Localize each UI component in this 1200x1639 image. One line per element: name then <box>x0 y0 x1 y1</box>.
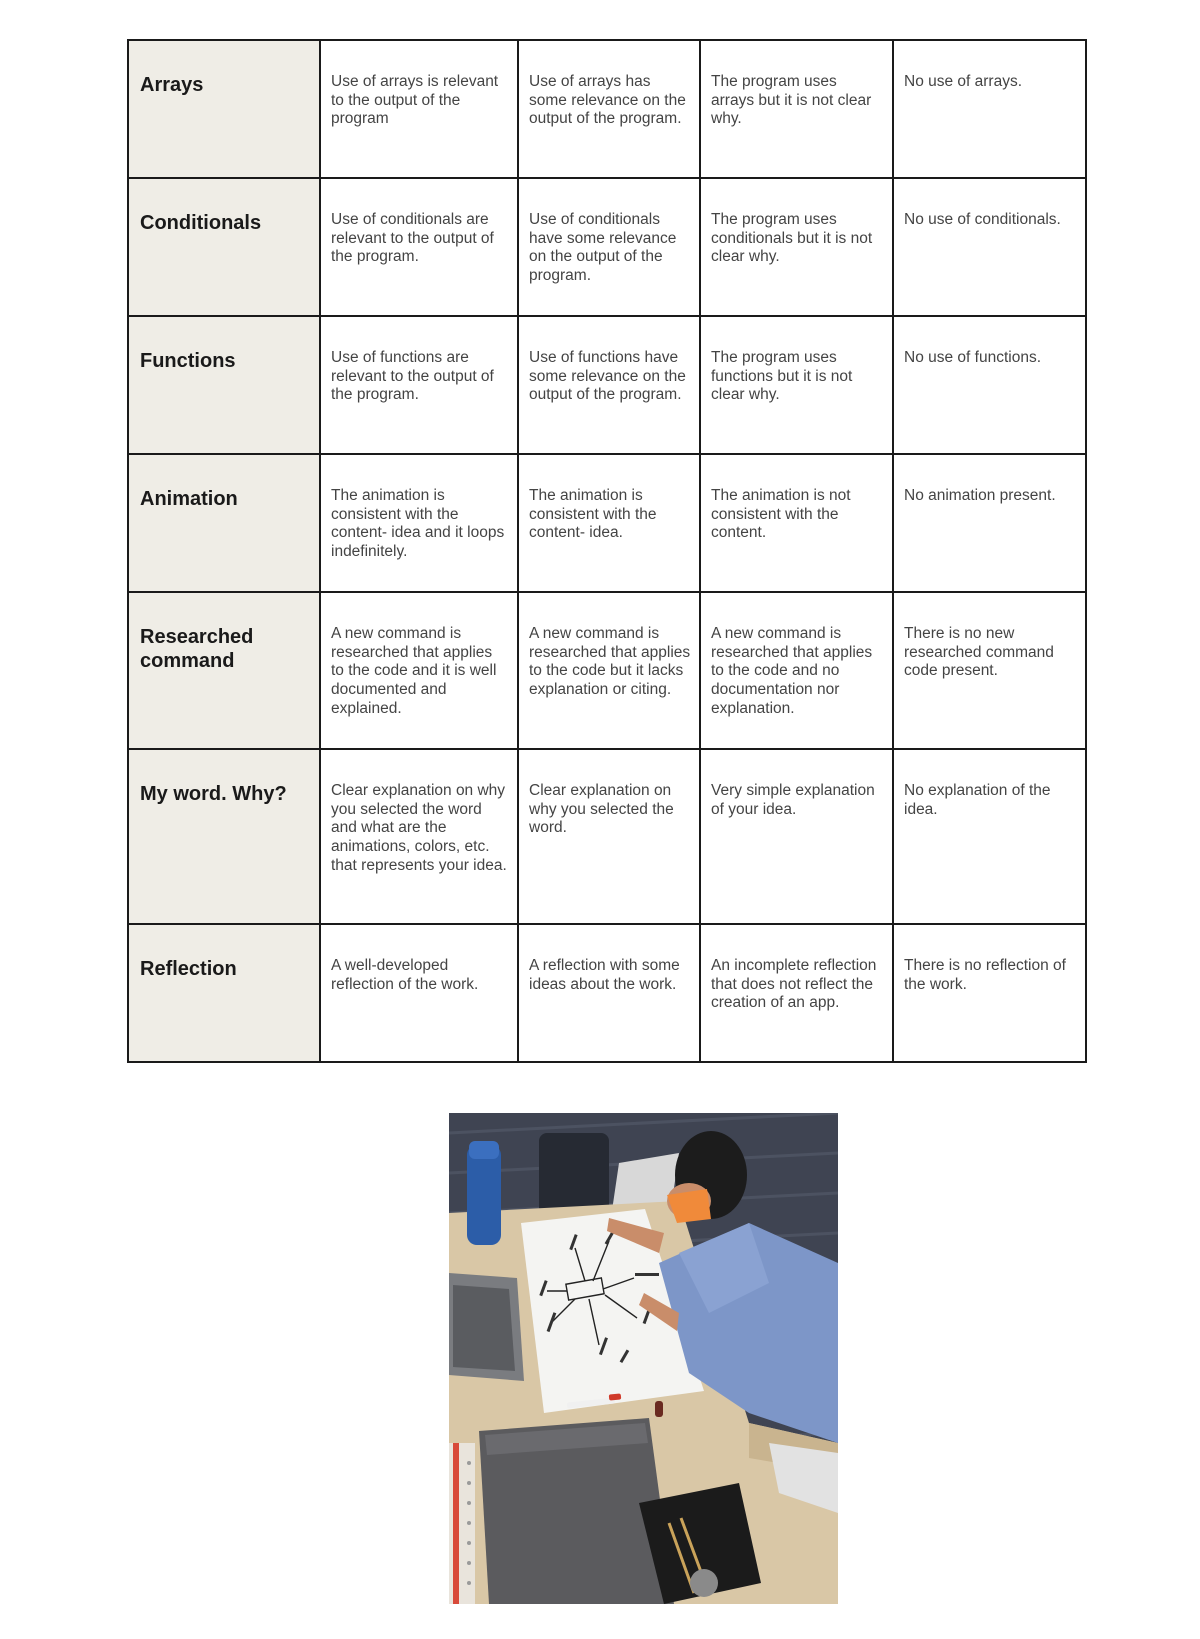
level-cell: The program uses functions but it is not clear why. <box>700 316 893 454</box>
level-cell: There is no new researched command code present. <box>893 592 1086 749</box>
level-cell: Clear explanation on why you selected the word and what are the animations, colors, etc. that represents your idea. <box>320 749 518 924</box>
level-cell: The program uses conditionals but it is not clear why. <box>700 178 893 316</box>
rubric-row-animation <box>128 454 1086 592</box>
criterion-cell: Researched command <box>128 592 320 749</box>
criterion-cell: Animation <box>128 454 320 592</box>
rubric-row-my-word <box>128 749 1086 924</box>
level-cell: A new command is researched that applies to the code but it lacks explanation or citing. <box>518 592 700 749</box>
rubric-row-arrays <box>128 40 1086 178</box>
criterion-cell: Functions <box>128 316 320 454</box>
rubric-row-functions <box>128 316 1086 454</box>
level-cell: An incomplete reflection that does not reflect the creation of an app. <box>700 924 893 1062</box>
criterion-cell: Conditionals <box>128 178 320 316</box>
rubric-row-reflection <box>128 924 1086 1062</box>
level-cell: Use of functions have some relevance on the output of the program. <box>518 316 700 454</box>
criterion-cell: My word. Why? <box>128 749 320 924</box>
criterion-cell: Reflection <box>128 924 320 1062</box>
level-cell: Use of conditionals have some relevance on the output of the program. <box>518 178 700 316</box>
level-cell: Very simple explanation of your idea. <box>700 749 893 924</box>
criterion-cell: Arrays <box>128 40 320 178</box>
level-cell: The animation is consistent with the content- idea and it loops indefinitely. <box>320 454 518 592</box>
level-cell: Clear explanation on why you selected the word. <box>518 749 700 924</box>
level-cell: No use of conditionals. <box>893 178 1086 316</box>
level-cell: No explanation of the idea. <box>893 749 1086 924</box>
rubric-table <box>127 39 1087 1063</box>
level-cell: The animation is consistent with the content- idea. <box>518 454 700 592</box>
level-cell: A new command is researched that applies to the code and it is well documented and explained. <box>320 592 518 749</box>
rubric-row-researched-command <box>128 592 1086 749</box>
level-cell: A reflection with some ideas about the work. <box>518 924 700 1062</box>
level-cell: Use of functions are relevant to the output of the program. <box>320 316 518 454</box>
level-cell: No animation present. <box>893 454 1086 592</box>
rubric-row-conditionals <box>128 178 1086 316</box>
level-cell: The program uses arrays but it is not clear why. <box>700 40 893 178</box>
level-cell: There is no reflection of the work. <box>893 924 1086 1062</box>
level-cell: Use of arrays is relevant to the output of the program <box>320 40 518 178</box>
level-cell: A new command is researched that applies to the code and no documentation nor explanation. <box>700 592 893 749</box>
student-photo <box>449 1113 838 1604</box>
level-cell: The animation is not consistent with the content. <box>700 454 893 592</box>
level-cell: Use of conditionals are relevant to the output of the program. <box>320 178 518 316</box>
level-cell: No use of arrays. <box>893 40 1086 178</box>
level-cell: Use of arrays has some relevance on the output of the program. <box>518 40 700 178</box>
level-cell: A well-developed reflection of the work. <box>320 924 518 1062</box>
level-cell: No use of functions. <box>893 316 1086 454</box>
